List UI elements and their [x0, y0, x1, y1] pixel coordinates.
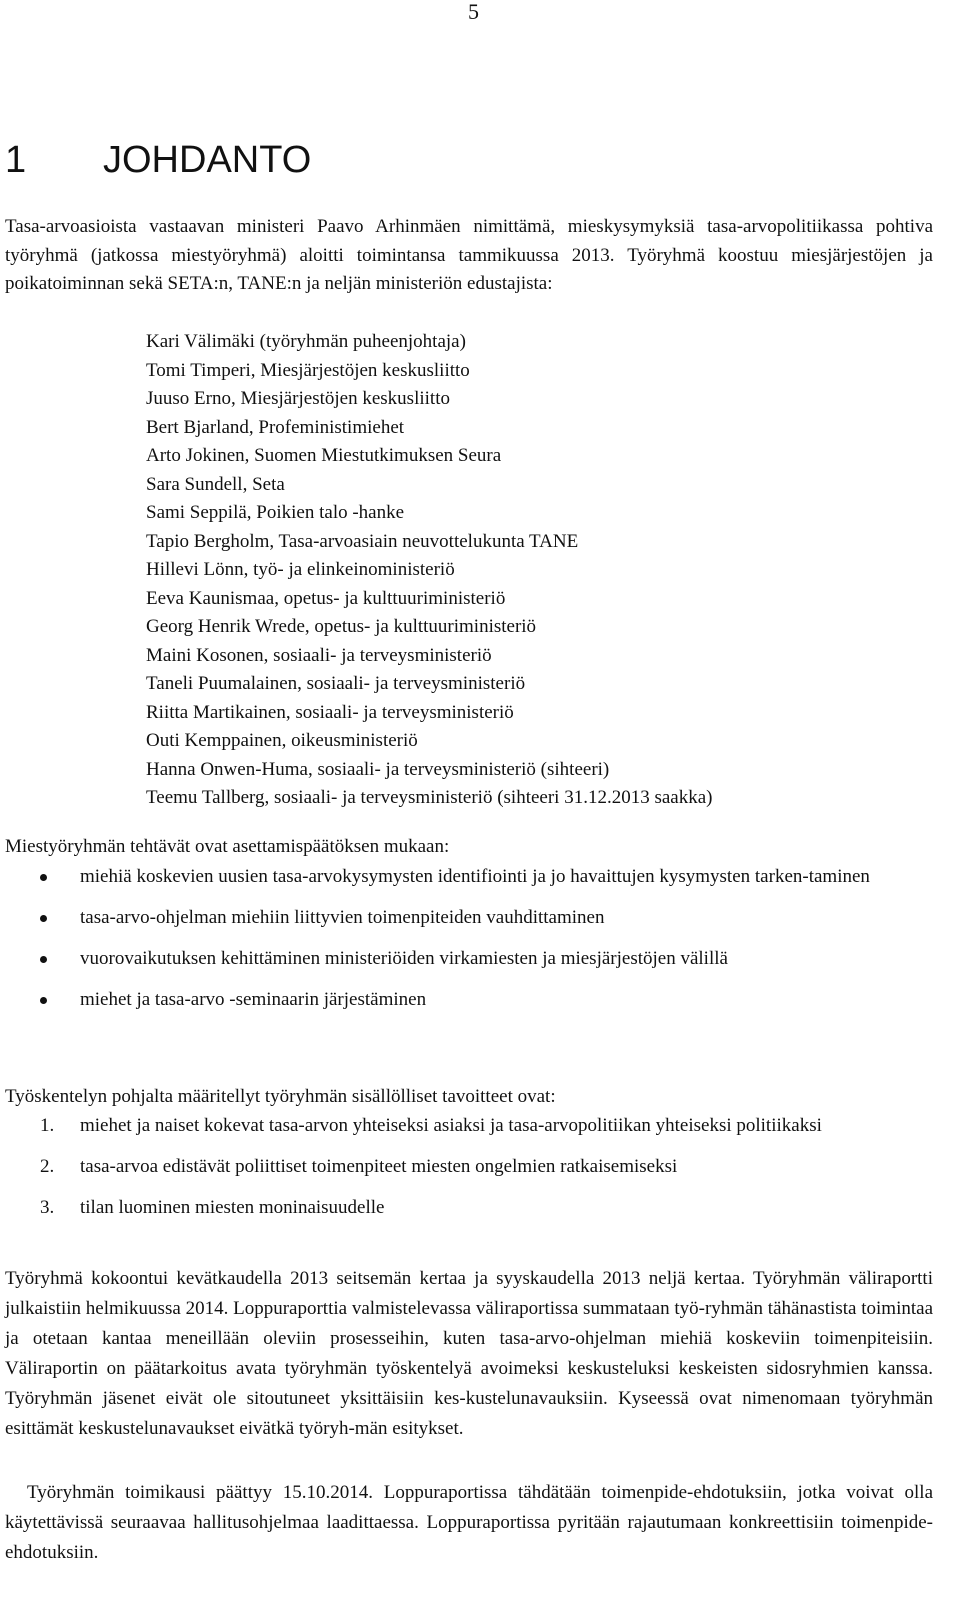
task-item: [0, 945, 935, 973]
task-text: miehiä koskevien uusien tasa-arvokysymysten identifiointi ja jo havaittujen kysymysten tarken-taminen: [80, 866, 870, 887]
chapter-title: JOHDANTO: [103, 139, 312, 181]
goal-number: 1.: [40, 1115, 55, 1136]
task-item: [0, 863, 935, 891]
goals-label: Työskentelyn pohjalta määritellyt työryhmän sisällölliset tavoitteet ovat:: [5, 1086, 556, 1107]
task-item: [0, 904, 935, 932]
goal-number: 2.: [40, 1156, 55, 1177]
member-item: Riitta Martikainen, sosiaali- ja terveysministeriö: [146, 701, 514, 723]
page-number: 5: [468, 0, 479, 24]
bullet-icon: [40, 915, 47, 922]
goal-item: [0, 1194, 935, 1222]
member-item: Juuso Erno, Miesjärjestöjen keskusliitto: [146, 388, 450, 409]
member-item: Outi Kemppainen, oikeusministeriö: [146, 730, 418, 751]
intro-paragraph: Tasa-arvoasioista vastaavan ministeri Paavo Arhinmäen nimittämä, mieskysymyksiä tasa-arvopolitiikassa pohtiva työryhmä (jatkossa miestyöryhmä) aloitti toimintansa tammikuussa 2013. Työryhmä koostuu miesjärjestöjen ja poikatoiminnan sekä SETA:n, TANE:n ja neljän ministeriön edustajista:: [5, 216, 933, 294]
closing-paragraph: Työryhmä kokoontui kevätkaudella 2013 seitsemän kertaa ja syyskaudella 2013 neljä kertaa. Työryhmän väliraportti julkaistiin helmikuussa 2014. Loppuraporttia valmistelevassa väliraportissa summataan työ-ryhmän tähänastista toimintaa ja otetaan kantaa meneillään oleviin prosesseihin, kuten tasa-arvo-ohjelman miehiä koskeviin toimenpiteisiin. Väliraportin on päätarkoitus avata työryhmän työskentelyä avoimeksi keskusteluksi keskeisten sidosryhmien kanssa. Työryhmän jäsenet eivät ole sitoutuneet yksittäisiin kes-kustelunavauksiin. Kyseessä ovat nimenomaan työryhmän esittämät keskustelunavaukset eivätkä työryh-män esitykset.: [5, 1268, 933, 1439]
member-item: Tapio Bergholm, Tasa-arvoasiain neuvottelukunta TANE: [146, 530, 579, 552]
member-item: Tomi Timperi, Miesjärjestöjen keskusliitto: [146, 359, 470, 381]
goal-text: tilan luominen miesten moninaisuudelle: [80, 1197, 385, 1218]
member-item: Sara Sundell, Seta: [146, 473, 285, 495]
member-item: Maini Kosonen, sosiaali- ja terveysministeriö: [146, 644, 492, 666]
member-item: Georg Henrik Wrede, opetus- ja kulttuuriministeriö: [146, 616, 537, 637]
bullet-icon: [40, 997, 47, 1004]
member-item: Hillevi Lönn, työ- ja elinkeinoministeriö: [146, 559, 455, 580]
task-text: tasa-arvo-ohjelman miehiin liittyvien toimenpiteiden vauhdittaminen: [80, 907, 605, 928]
member-item: Eeva Kaunismaa, opetus- ja kulttuuriministeriö: [146, 587, 506, 609]
task-text: miehet ja tasa-arvo -seminaarin järjestäminen: [80, 989, 427, 1010]
task-list: [0, 863, 935, 1027]
goal-item: [0, 1153, 935, 1181]
tasks-label: Miestyöryhmän tehtävät ovat asettamispäätöksen mukaan:: [5, 836, 450, 857]
member-item: Taneli Puumalainen, sosiaali- ja terveysministeriö: [146, 673, 526, 694]
member-item: Hanna Onwen-Huma, sosiaali- ja terveysministeriö (sihteeri): [146, 758, 610, 780]
chapter-heading: [5, 137, 311, 183]
closing-paragraph: Työryhmän toimikausi päättyy 15.10.2014. Loppuraportissa tähdätään toimenpide-ehdotuksiin, jotka voivat olla käytettävissä seuraavaa hallitusohjelmaa laadittaessa. Loppuraportissa pyritään rajautumaan konkreettisiin toimenpide-ehdotuksiin.: [5, 1482, 933, 1563]
member-item: Arto Jokinen, Suomen Miestutkimuksen Seura: [146, 445, 502, 466]
member-item: Kari Välimäki (työryhmän puheenjohtaja): [146, 331, 466, 352]
member-item: Bert Bjarland, Profeministimiehet: [146, 416, 405, 438]
goal-text: miehet ja naiset kokevat tasa-arvon yhteiseksi asiaksi ja tasa-arvopolitiikan yhteiseksi politiikaksi: [80, 1115, 822, 1136]
bullet-icon: [40, 874, 47, 881]
member-item: Teemu Tallberg, sosiaali- ja terveysministeriö (sihteeri 31.12.2013 saakka): [146, 787, 713, 808]
goal-list: [0, 1112, 935, 1235]
goal-text: tasa-arvoa edistävät poliittiset toimenpiteet miesten ongelmien ratkaisemiseksi: [80, 1156, 678, 1177]
task-text: vuorovaikutuksen kehittäminen ministeriöiden virkamiesten ja miesjärjestöjen välillä: [80, 948, 728, 969]
member-item: Sami Seppilä, Poikien talo -hanke: [146, 502, 405, 523]
goal-number: 3.: [40, 1197, 55, 1218]
member-list: [146, 328, 712, 813]
goal-item: [0, 1112, 935, 1140]
bullet-icon: [40, 956, 47, 963]
task-item: [0, 986, 935, 1014]
chapter-number: 1: [5, 139, 27, 181]
